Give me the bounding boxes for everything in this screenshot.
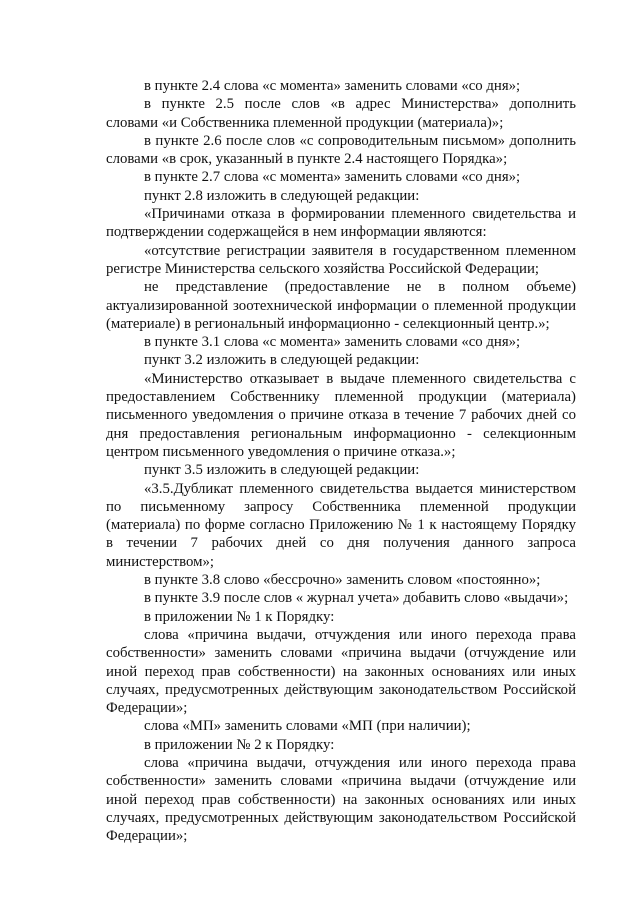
- paragraph-7: «отсутствие регистрации заявителя в государственном племенном регистре Министерства сельского хозяйства Российской Федерации;: [106, 242, 576, 277]
- paragraph-9: в пункте 3.1 слова «с момента» заменить словами «со дня»;: [144, 334, 521, 351]
- paragraph-8: не представление (предоставление не в полном объеме) актуализированной зоотехнической информации о племенной продукции (материале) в региональный информационно - селекционный центр.»;: [106, 279, 576, 332]
- paragraph-20: слова «причина выдачи, отчуждения или иного перехода права собственности» заменить словами «причина выдачи (отчуждение или иной переход прав собственности) на законных основаниях или иных случаях, предусмотренных действующим законодательством Российской Федерации»;: [106, 754, 576, 845]
- paragraph-3: в пункте 2.6 после слов «с сопроводительным письмом» дополнить словами «в срок, указанный в пункте 2.4 настоящего Порядка»;: [106, 132, 576, 168]
- paragraph-14: в пункте 3.8 слово «бессрочно» заменить словом «постоянно»;: [144, 572, 541, 589]
- paragraph-2: в пункте 2.5 после слов «в адрес Министерства» дополнить словами «и Собственника племенной продукции (материала)»;: [106, 96, 576, 131]
- paragraph-15: в пункте 3.9 после слов « журнал учета» добавить слово «выдачи»;: [144, 590, 569, 607]
- paragraph-1: в пункте 2.4 слова «с момента» заменить словами «со дня»;: [144, 78, 521, 94]
- paragraph-6: «Причинами отказа в формировании племенного свидетельства и подтверждении содержащейся в нем информации являются:: [106, 206, 576, 241]
- paragraph-18: слова «МП» заменить словами «МП (при наличии);: [144, 718, 471, 735]
- paragraph-5: пункт 2.8 изложить в следующей редакции:: [144, 187, 420, 204]
- paragraph-13: «3.5.Дубликат племенного свидетельства выдается министерством по письменному запросу Собственника племенной продукции (материала) по форме согласно Приложению № 1 к настоящему Порядку в течении 7 рабочих дней со дня получения данного запроса министерством»;: [106, 480, 576, 570]
- paragraph-17: слова «причина выдачи, отчуждения или иного перехода права собственности» заменить словами «причина выдачи (отчуждение или иной переход прав собственности) на законных основаниях или иных случаях, предусмотренных действующим законодательством Российской Федерации»;: [106, 626, 576, 717]
- paragraph-19: в приложении № 2 к Порядку:: [144, 736, 335, 753]
- paragraph-11: «Министерство отказывает в выдаче племенного свидетельства с предоставлением Собственнику племенной продукции (материала) письменного уведомления о причине отказа в течение 7 рабочих дней со дня предоставления региональным информационно - селекционным центром письменного уведомления о причине отказа.»;: [106, 370, 576, 460]
- document-body: [106, 77, 576, 845]
- paragraph-10: пункт 3.2 изложить в следующей редакции:: [144, 352, 420, 369]
- paragraph-12: пункт 3.5 изложить в следующей редакции:: [144, 462, 420, 479]
- paragraph-16: в приложении № 1 к Порядку:: [144, 608, 335, 625]
- paragraph-4: в пункте 2.7 слова «с момента» заменить словами «со дня»;: [144, 169, 521, 186]
